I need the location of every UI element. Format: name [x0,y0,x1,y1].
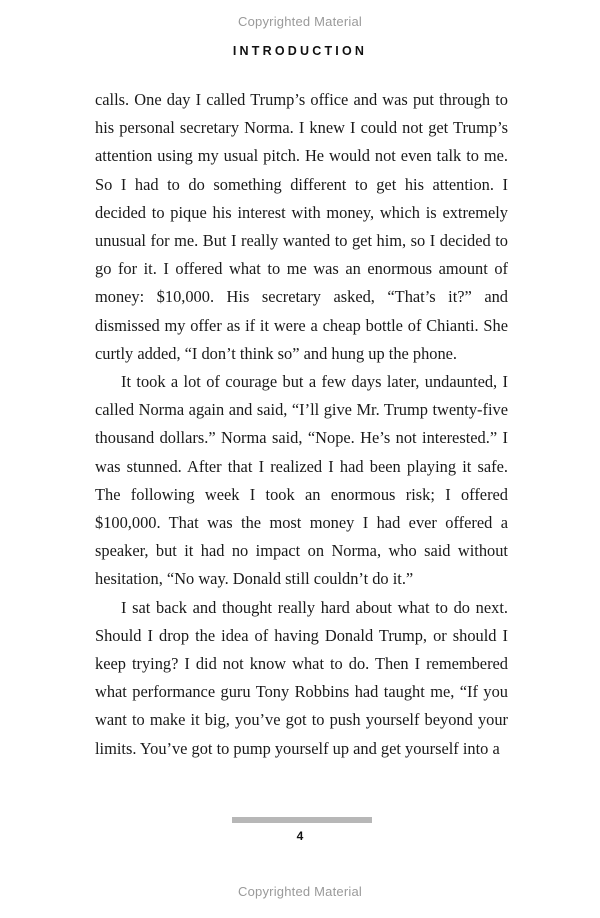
paragraph-2: It took a lot of courage but a few days later, undaunted, I called Norma again and said, “I’ll give Mr. Trump twenty-five thousand dollars.” Norma said, “Nope. He’s not interested.” I was stunned. After that I realized I had been playing it safe. The following week I took an enormous risk; I offered $100,000. That was the most money I had ever offered a speaker, but it had no impact on Norma, who said without hesitation, “No way. Donald still couldn’t do it.” [95,372,508,589]
copyright-watermark-top: Copyrighted Material [238,14,362,29]
copyright-watermark-bottom: Copyrighted Material [238,884,362,899]
folio-rule [232,817,372,823]
running-head: INTRODUCTION [232,44,368,58]
paragraph-1: calls. One day I called Trump’s office and was put through to his personal secretary Norma. I knew I could not get Trump’s attention using my usual pitch. He would not even talk to me. So I had to do something different to get his attention. I decided to pique his interest with money, which is extremely unusual for me. But I really wanted to get him, so I decided to go for it. I offered what to me was an enormous amount of money: $10,000. His secretary asked, “That’s it?” and dismissed my offer as if it were a cheap bottle of Chianti. She curtly added, “I don’t think so” and hung up the phone. [95,90,508,363]
page-number: 4 [296,829,304,843]
body-text [95,86,508,763]
paragraph-3: I sat back and thought really hard about what to do next. Should I drop the idea of having Donald Trump, or should I keep trying? I did not know what to do. Then I remembered what performance guru Tony Robbins had taught me, “If you want to make it big, you’ve got to push yourself beyond your limits. You’ve got to pump yourself up and get yourself into a [95,597,508,758]
